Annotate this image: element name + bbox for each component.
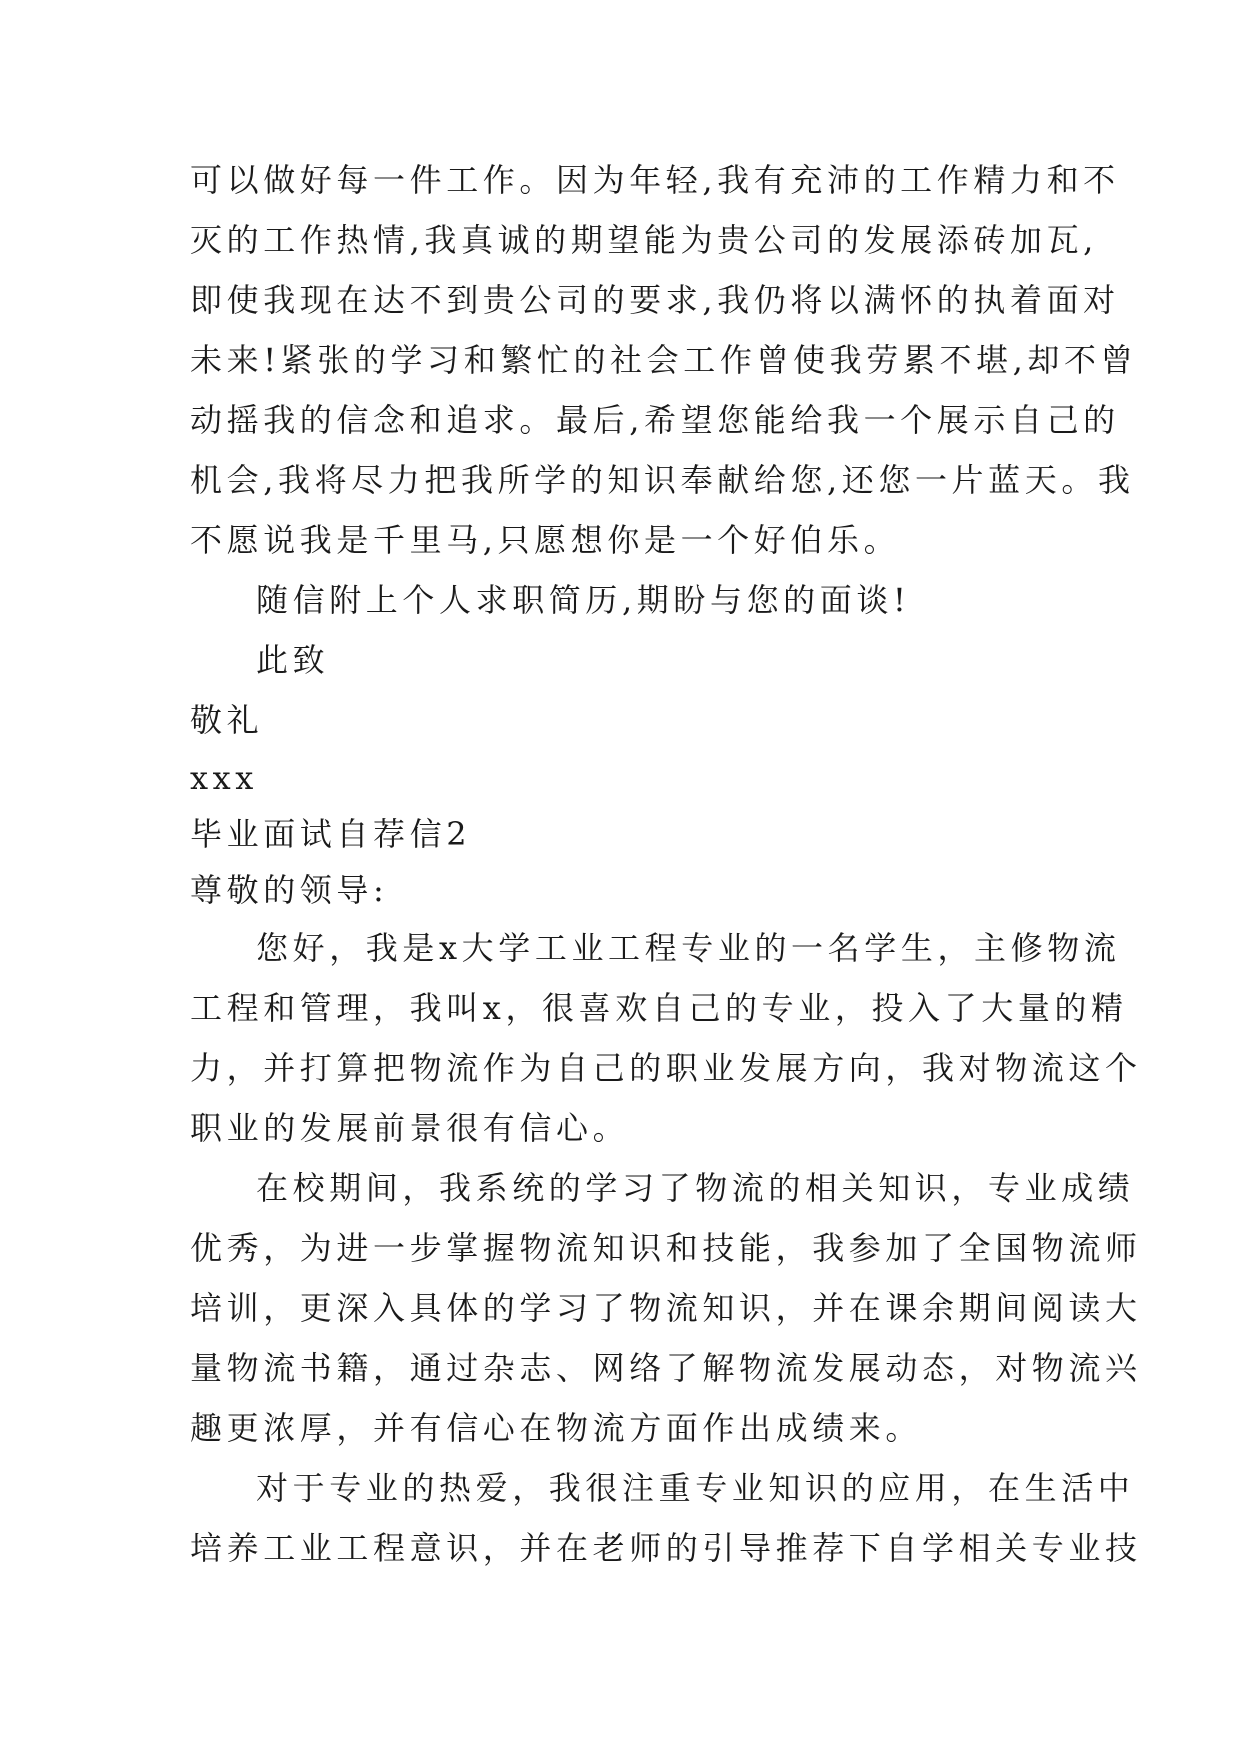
- text-line: 可以做好每一件工作。因为年轻,我有充沛的工作精力和不: [190, 161, 1120, 199]
- document-page: [190, 150, 1142, 1578]
- text-line: 随信附上个人求职简历,期盼与您的面谈!: [256, 581, 911, 619]
- text-line: 不愿说我是千里马,只愿想你是一个好伯乐。: [190, 521, 901, 559]
- text-line: 灭的工作热情,我真诚的期望能为贵公司的发展添砖加瓦,: [190, 221, 1098, 259]
- closing-regards: 敬礼: [190, 701, 264, 739]
- text-line: 即使我现在达不到贵公司的要求,我仍将以满怀的执着面对: [190, 281, 1120, 319]
- section-title: 毕业面试自荐信2: [190, 815, 472, 853]
- text-line: 优秀，为进一步掌握物流知识和技能，我参加了全国物流师: [190, 1229, 1142, 1267]
- greeting: 尊敬的领导:: [190, 871, 389, 909]
- text-line: 工程和管理，我叫x，很喜欢自己的专业，投入了大量的精: [190, 989, 1128, 1027]
- text-line: 培训，更深入具体的学习了物流知识，并在课余期间阅读大: [190, 1289, 1142, 1327]
- closing-salutation: 此致: [256, 641, 330, 679]
- text-line: 力，并打算把物流作为自己的职业发展方向，我对物流这个: [190, 1049, 1142, 1087]
- text-line: 职业的发展前景很有信心。: [190, 1109, 630, 1147]
- text-line: 培养工业工程意识，并在老师的引导推荐下自学相关专业技: [190, 1529, 1142, 1567]
- text-line: 趣更浓厚，并有信心在物流方面作出成绩来。: [190, 1409, 923, 1447]
- text-line: 您好，我是x大学工业工程专业的一名学生，主修物流: [256, 929, 1121, 967]
- text-line: 动摇我的信念和追求。最后,希望您能给我一个展示自己的: [190, 401, 1120, 439]
- text-line: 未来!紧张的学习和繁忙的社会工作曾使我劳累不堪,却不曾: [190, 341, 1138, 379]
- text-line: 量物流书籍，通过杂志、网络了解物流发展动态，对物流兴: [190, 1349, 1142, 1387]
- text-line: 对于专业的热爱，我很注重专业知识的应用，在生活中: [256, 1469, 1135, 1507]
- text-line: 机会,我将尽力把我所学的知识奉献给您,还您一片蓝天。我: [190, 461, 1135, 499]
- text-line: 在校期间，我系统的学习了物流的相关知识，专业成绩: [256, 1169, 1135, 1207]
- signature: xxx: [190, 759, 258, 797]
